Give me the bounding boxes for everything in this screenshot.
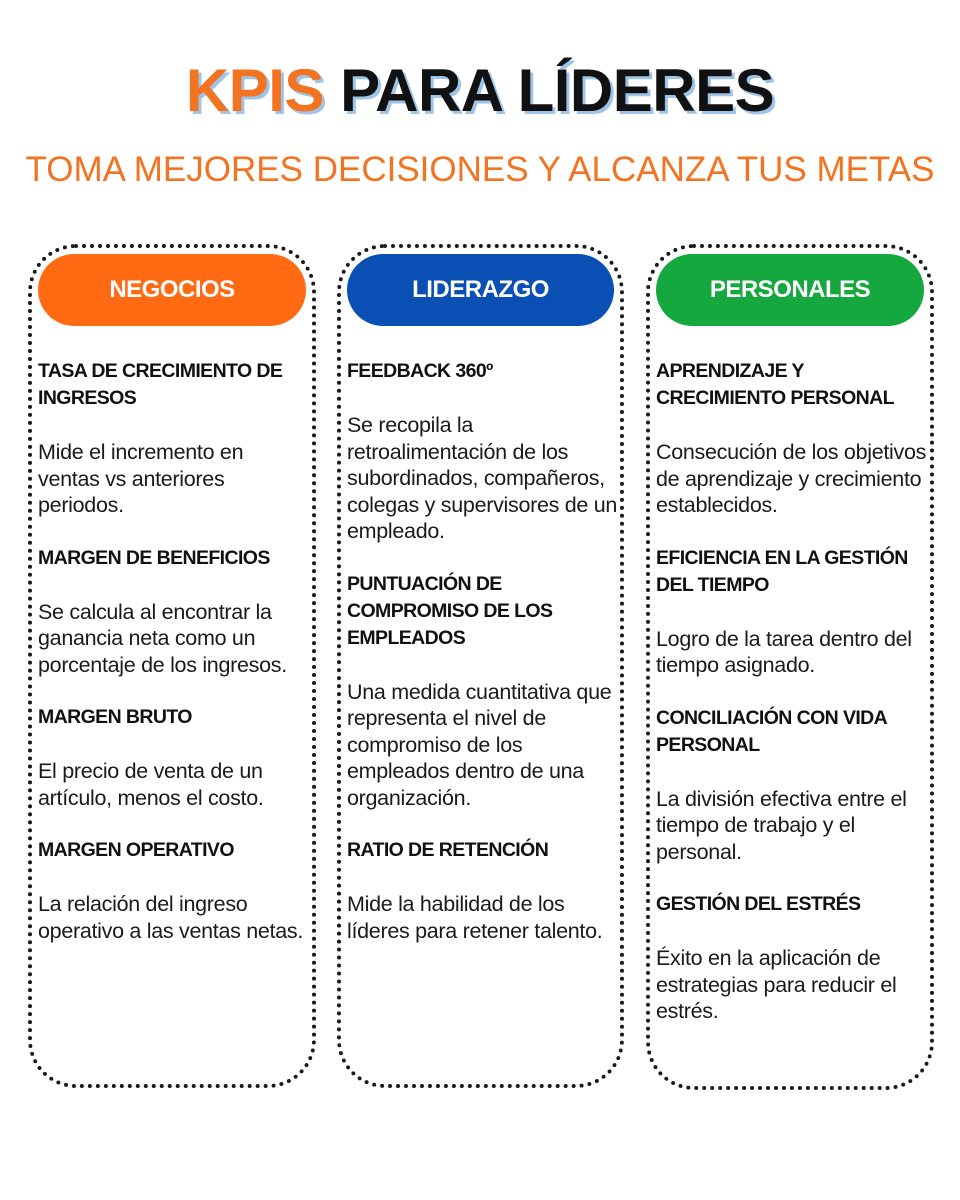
category-pill-negocios: NEGOCIOS xyxy=(38,254,306,326)
page-title xyxy=(0,56,960,126)
kpi-title: APRENDIZAJE Y CRECIMIENTO PERSONAL xyxy=(656,360,894,409)
kpi-item xyxy=(38,704,310,811)
column-negocios xyxy=(28,244,316,1088)
title-accent: KPIS xyxy=(185,57,324,124)
kpi-title: MARGEN OPERATIVO xyxy=(38,839,234,861)
column-personales xyxy=(646,244,934,1090)
kpi-description: Se calcula al encontrar la ganancia neta como un porcentaje de los ingresos. xyxy=(38,599,287,677)
kpi-item xyxy=(656,891,928,1025)
kpi-list-personales xyxy=(656,358,928,1051)
kpi-item xyxy=(38,545,310,679)
subtitle: TOMA MEJORES DECISIONES Y ALCANZA TUS METAS xyxy=(25,150,935,189)
kpi-item xyxy=(347,837,618,944)
kpi-list-negocios xyxy=(38,358,310,970)
kpi-title: MARGEN BRUTO xyxy=(38,706,192,728)
kpi-description: Se recopila la retroalimentación de los subordinados, compañeros, colegas y supervisores de un empleado. xyxy=(347,413,618,543)
kpi-description: Mide la habilidad de los líderes para retener talento. xyxy=(347,892,603,943)
kpi-title: RATIO DE RETENCIÓN xyxy=(347,839,549,861)
column-liderazgo xyxy=(337,244,624,1088)
kpi-title: TASA DE CRECIMIENTO DE INGRESOS xyxy=(38,360,283,409)
kpi-description: Una medida cuantitativa que representa el nivel de compromiso de los empleados dentro de una organización. xyxy=(347,679,612,810)
category-pill-liderazgo: LIDERAZGO xyxy=(347,254,614,326)
category-pill-personales: PERSONALES xyxy=(656,254,924,326)
kpi-title: EFICIENCIA EN LA GESTIÓN DEL TIEMPO xyxy=(656,546,908,596)
kpi-item xyxy=(347,571,618,812)
kpi-title: GESTIÓN DEL ESTRÉS xyxy=(656,893,861,915)
kpi-item xyxy=(656,545,928,679)
kpi-title: MARGEN DE BENEFICIOS xyxy=(38,546,270,569)
kpi-description: Mide el incremento en ventas vs anteriores periodos. xyxy=(38,440,244,517)
kpi-title: PUNTUACIÓN DE COMPROMISO DE LOS EMPLEADOS xyxy=(347,572,553,649)
kpi-list-liderazgo xyxy=(347,358,618,970)
kpi-item xyxy=(347,358,618,545)
kpi-description: La división efectiva entre el tiempo de trabajo y el personal. xyxy=(656,786,907,864)
kpi-description: La relación del ingreso operativo a las ventas netas. xyxy=(38,892,303,943)
kpi-item xyxy=(38,837,310,944)
kpi-item xyxy=(656,358,928,519)
kpi-description: Éxito en la aplicación de estrategias para reducir el estrés. xyxy=(656,946,897,1023)
kpi-item xyxy=(38,358,310,519)
kpi-description: El precio de venta de un artículo, menos el costo. xyxy=(38,759,264,810)
kpi-description: Consecución de los objetivos de aprendizaje y crecimiento establecidos. xyxy=(656,440,927,517)
kpi-item xyxy=(656,705,928,866)
kpi-title: FEEDBACK 360º xyxy=(347,360,493,382)
kpi-description: Logro de la tarea dentro del tiempo asignado. xyxy=(656,626,912,677)
kpi-title: CONCILIACIÓN CON VIDA PERSONAL xyxy=(656,706,887,756)
title-main: PARA LÍDERES xyxy=(340,57,775,124)
